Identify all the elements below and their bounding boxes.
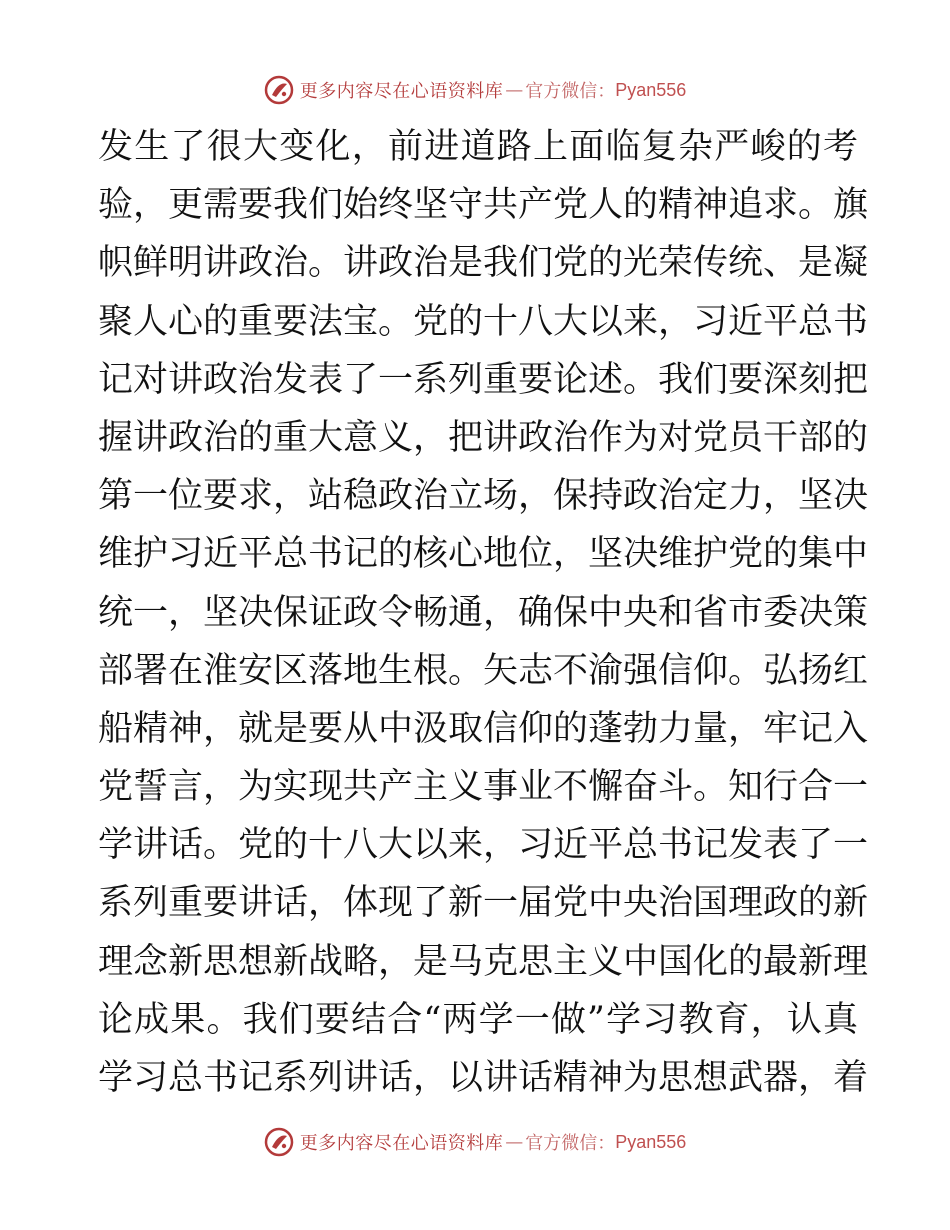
text-line: 帜鲜明讲政治。讲政治是我们党的光荣传统、是凝: [98, 243, 869, 284]
text-line: 党誓言，为实现共产主义事业不懈奋斗。知行合一: [98, 767, 869, 808]
text-line: 第一位要求，站稳政治立场，保持政治定力，坚决: [98, 476, 869, 517]
text-line: 握讲政治的重大意义，把讲政治作为对党员干部的: [98, 417, 869, 458]
watermark-wechat-id: Pyan556: [615, 79, 687, 100]
text-line: 记对讲政治发表了一系列重要论述。我们要深刻把: [98, 359, 869, 400]
header-watermark: [0, 70, 950, 110]
text-line: 论成果。我们要结合“两学一做”学习教育，认真: [98, 999, 858, 1040]
text-line: 部署在淮安区落地生根。矢志不渝强信仰。弘扬红: [98, 650, 869, 691]
watermark-text: 更多内容尽在心语资料库: [299, 81, 504, 102]
text-line: 理念新思想新战略，是马克思主义中国化的最新理: [98, 941, 869, 982]
watermark-wechat-id: Pyan556: [615, 1131, 687, 1152]
watermark-separator: —: [505, 1131, 524, 1153]
text-line: 系列重要讲话，体现了新一届党中央治国理政的新: [98, 883, 869, 924]
logo-icon: [264, 1127, 294, 1157]
text-line: 学讲话。党的十八大以来，习近平总书记发表了一: [98, 825, 869, 866]
watermark-wechat-label: 官方微信：: [525, 1133, 616, 1154]
text-line: 维护习近平总书记的核心地位，坚决维护党的集中: [98, 534, 869, 575]
text-line: 发生了很大变化，前进道路上面临复杂严峻的考: [98, 127, 858, 167]
watermark-separator: —: [505, 79, 524, 101]
logo-icon: [264, 75, 294, 105]
watermark-text: 更多内容尽在心语资料库: [299, 1133, 504, 1154]
watermark-wechat-label: 官方微信：: [525, 81, 616, 102]
text-line: 学习总书记系列讲话，以讲话精神为思想武器，着: [98, 1058, 869, 1098]
footer-watermark: [0, 1122, 950, 1162]
document-body: [98, 118, 869, 1107]
text-line: 统一，坚决保证政令畅通，确保中央和省市委决策: [98, 592, 869, 633]
text-line: 聚人心的重要法宝。党的十八大以来，习近平总书: [98, 301, 869, 342]
text-line: 验，更需要我们始终坚守共产党人的精神追求。旗: [98, 185, 869, 226]
text-line: 船精神，就是要从中汲取信仰的蓬勃力量，牢记入: [98, 708, 869, 749]
